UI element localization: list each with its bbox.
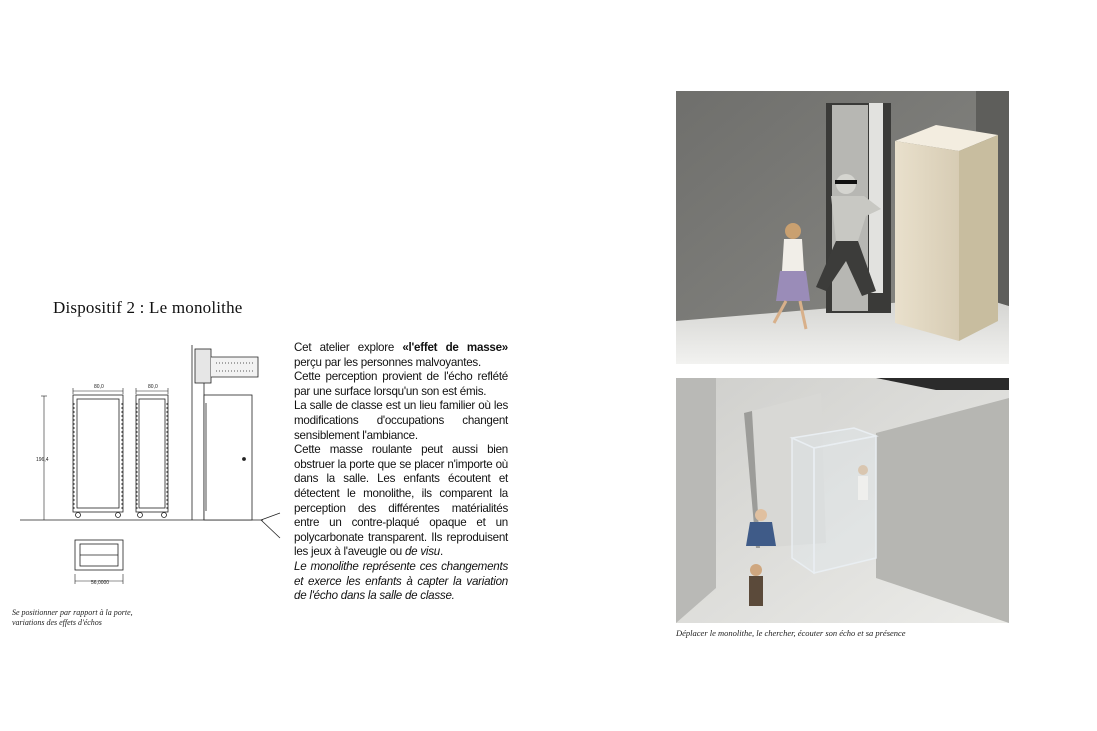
- monolith-elevation-drawing: [18, 343, 284, 588]
- paragraph-rolling-mass: Cette masse roulante peut aussi bien obstruer la porte que se placer n'importe où dans la salle. Les enfants écoutent et détectent le monolithe, ils comparent la perception des différentes matérialités entre un contre-plaqué opaque et un polycarbonate transparent. Ils reproduisent les jeux à l'aveugle ou de visu.: [294, 443, 508, 559]
- dim-width-1: 80,0: [94, 384, 104, 390]
- paragraph-conclusion: Le monolithe représente ces changements et exerce les enfants à capter la variation de l'écho dans la salle de classe.: [294, 559, 508, 603]
- drawing-caption: [12, 608, 212, 628]
- photo-wooden-monolith: [676, 91, 1009, 364]
- paragraph-perception: Cette perception provient de l'écho reflété par une surface lorsqu'un son est émis.: [294, 370, 508, 398]
- drawing-caption-line1: Se positionner par rapport à la porte,: [12, 608, 133, 617]
- paragraph-intro: Cet atelier explore «l'effet de masse» perçu par les personnes malvoyantes.: [294, 341, 508, 369]
- photo-transparent-monolith: [676, 378, 1009, 623]
- photo-caption: Déplacer le monolithe, le chercher, écouter son écho et sa présence: [676, 628, 906, 638]
- emphasis-effet-de-masse: «l'effet de masse»: [402, 341, 508, 354]
- section-title: Dispositif 2 : Le monolithe: [53, 298, 243, 317]
- dim-width-2: 80,0: [148, 384, 158, 390]
- drawing-caption-line2: variations des effets d'échos: [12, 618, 102, 627]
- paragraph-classroom: La salle de classe est un lieu familier où les modifications d'occupations changent sensiblement l'ambiance.: [294, 399, 508, 442]
- body-text: [294, 341, 508, 604]
- dim-plan: 56,0000: [91, 580, 110, 586]
- dim-height: 196,4: [36, 457, 49, 463]
